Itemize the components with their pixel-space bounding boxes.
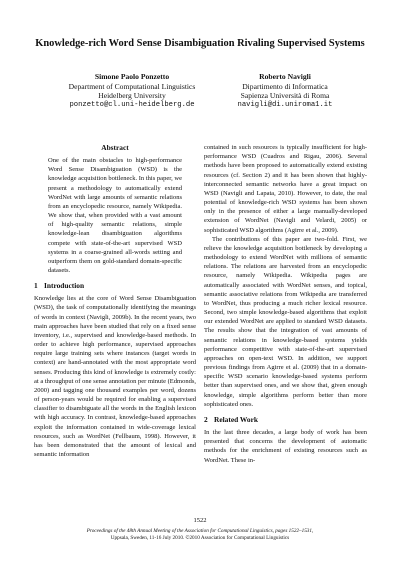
author-email: ponzetto@cl.uni-heidelberg.de [69, 101, 195, 110]
section-title: Introduction [44, 281, 85, 291]
author-institution: Heidelberg University [98, 91, 166, 101]
section-number: 2 [204, 414, 208, 424]
proceedings-footer [0, 528, 400, 542]
section-title: Related Work [214, 414, 259, 424]
related-work-paragraph-1: In the last three decades, a large body of work has been presented that concerns the development of automatic methods for the enrichment of existing resources such as WordNet. These in- [204, 428, 367, 464]
author-navigli [215, 72, 355, 111]
author-affiliation: Dipartimento di Informatica [242, 81, 328, 91]
page-number: 1522 [193, 517, 207, 524]
author-affiliation: Department of Computational Linguistics [68, 81, 196, 91]
intro-paragraph-2: The contributions of this paper are two-fold. First, we relieve the knowledge acquisition bottleneck by developing a methodology to extend WordNet with millions of semantic relations. The relations are harvested from an encyclopedic resource, namely Wikipedia. Wikipedia pages are automatically associated with WordNet senses, and topical, semantic associative relations from Wikipedia are transferred to WordNet, thus producing a much richer lexical resource. Second, two simple knowledge-based algorithms that exploit our extended WordNet are applied to standard WSD datasets. The results show that the integration of vast amounts of semantic relations in knowledge-based systems yields performance competitive with state-of-the-art supervised approaches on open-text WSD. In addition, we support previous findings from Agirre et al. (2009) that in a domain-specific WSD scenario knowledge-based systems perform better than supervised ones, and we show that, given enough knowledge, simple algorithms perform better than more sophisticated ones. [204, 235, 367, 408]
footer-proceedings-line: Proceedings of the 48th Annual Meeting of the Association for Computational Linguistics, pages 1522–1531, [86, 528, 314, 534]
author-block [0, 72, 400, 118]
right-column [204, 143, 367, 465]
author-email: navigli@di.uniroma1.it [237, 101, 333, 110]
section-heading-introduction [34, 281, 196, 291]
author-ponzetto [62, 72, 202, 111]
author-name: Simone Paolo Ponzetto [94, 72, 170, 81]
left-column [34, 143, 196, 459]
intro-paragraph-1-continued: contained in such resources is typically insufficient for high-performance WSD (Cuadros and Rigau, 2006). Several methods have been proposed to automatically extend existing resources (cf. Section 2) and it has been shown that highly-interconnected semantic networks have a great impact on WSD (Navigli and Lapata, 2010). However, to date, the real potential of knowledge-rich WSD systems has been shown only in the presence of either a large manually-developed extension of WordNet (Navigli and Velardi, 2005) or sophisticated WSD algorithms (Agirre et al., 2009). [204, 144, 367, 234]
paper-title: Knowledge-rich Word Sense Disambiguation Rivaling Supervised Systems [35, 38, 365, 49]
author-name: Roberto Navigli [259, 72, 311, 81]
footer-venue-line: Uppsala, Sweden, 11-16 July 2010. ©2010 Association for Computational Linguistics [110, 535, 290, 541]
author-institution: Sapienza Università di Roma [240, 91, 330, 101]
abstract-heading: Abstract [101, 143, 129, 152]
abstract-text: One of the main obstacles to high-performance Word Sense Disambiguation (WSD) is the knowledge acquisition bottleneck. In this paper, we present a methodology to automatically extend WordNet with large amounts of semantic relations from an encyclopedic resource, namely Wikipedia. We show that, when provided with a vast amount of high-quality semantic relations, simple knowledge-lean disambiguation algorithms compete with state-of-the-art supervised WSD systems in a coarse-grained all-words setting and outperform them on gold-standard domain-specific datasets. [48, 157, 182, 275]
intro-paragraph-1: Knowledge lies at the core of Word Sense Disambiguation (WSD), the task of computationally identifying the meanings of words in context (Navigli, 2009b). In the recent years, two main approaches have been studied that rely on a fixed sense inventory, i.e., supervised and knowledge-based methods. In order to achieve high performance, supervised approaches require large training sets where instances (target words in context) are hand-annotated with the most appropriate word senses. Producing this kind of knowledge is extremely costly: at a throughput of one sense annotation per minute (Edmonds, 2000) and tagging one thousand examples per word, dozens of person-years would be required for enabling a supervised classifier to disambiguate all the words in the English lexicon with high accuracy. In contrast, knowledge-based approaches exploit the information contained in wide-coverage lexical resources, such as WordNet (Fellbaum, 1998). However, it has been demonstrated that the amount of lexical and semantic information [34, 295, 196, 459]
section-number: 1 [34, 281, 38, 291]
section-heading-related-work [204, 415, 367, 425]
